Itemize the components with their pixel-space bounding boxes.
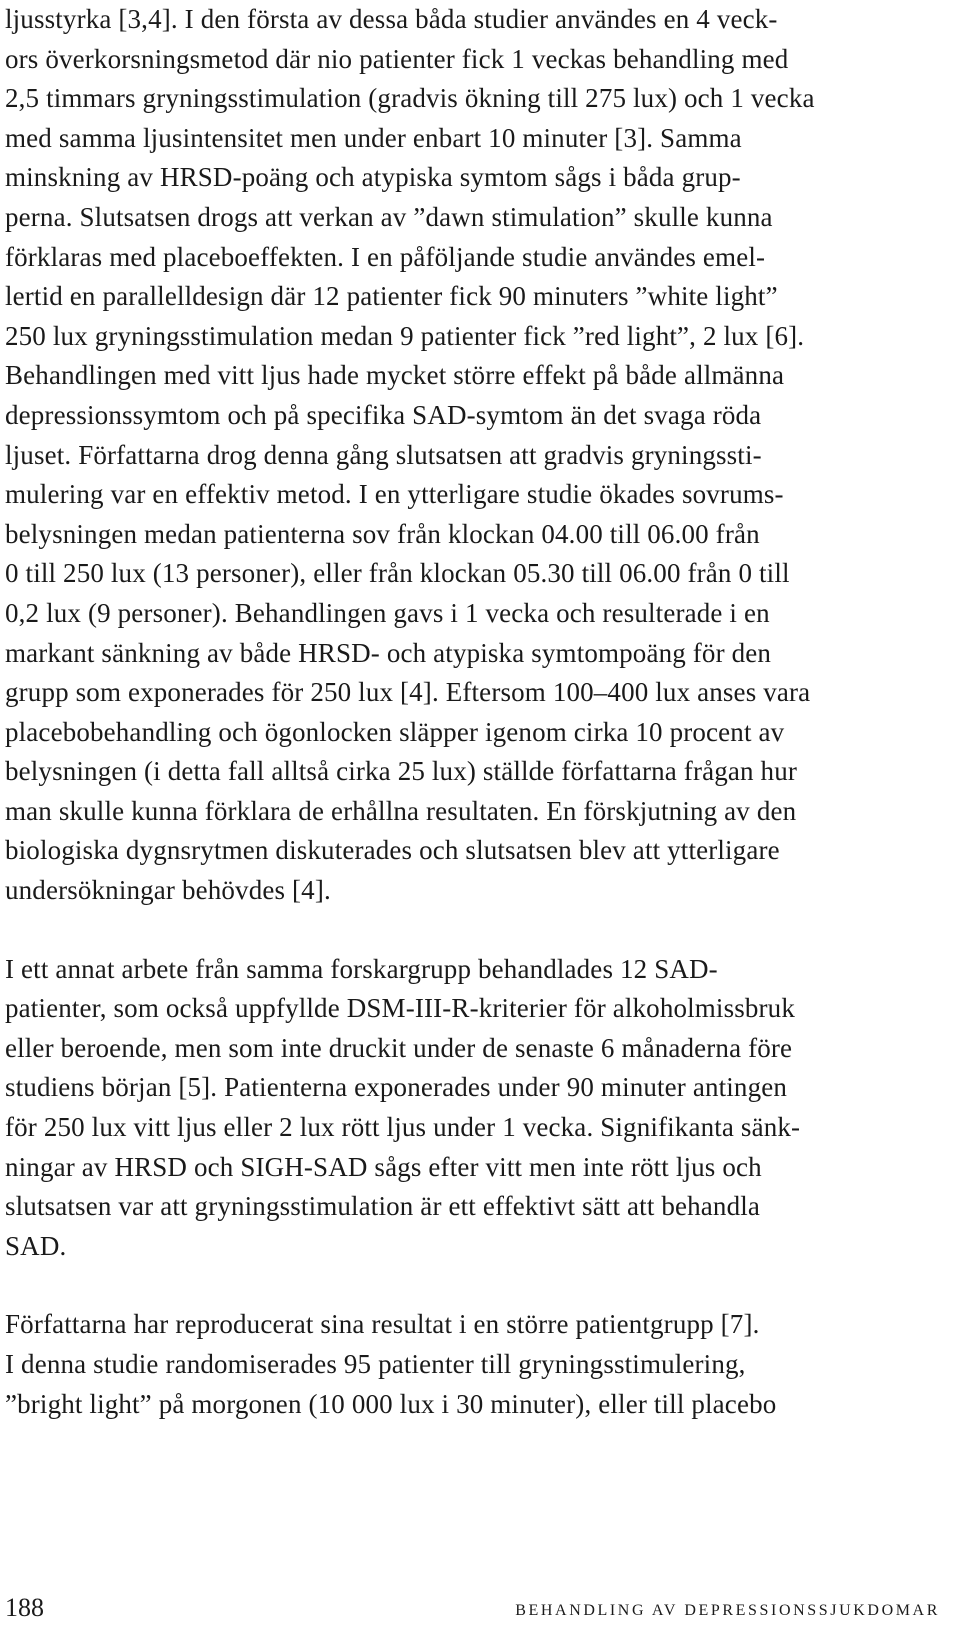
text-line: depressionssymtom och på specifika SAD-symtom än det svaga röda [5, 399, 762, 430]
text-line: med samma ljusintensitet men under enbart 10 minuter [3]. Samma [5, 122, 742, 153]
text-line: ”bright light” på morgonen (10 000 lux i 30 minuter), eller till placebo [5, 1388, 777, 1419]
running-head: BEHANDLING AV DEPRESSIONSSJUKDOMAR [515, 1602, 940, 1619]
page-footer [5, 1588, 940, 1628]
text-line: ors överkorsningsmetod där nio patienter fick 1 veckas behandling med [5, 43, 789, 74]
text-line: 0,2 lux (9 personer). Behandlingen gavs i 1 vecka och resulterade i en [5, 597, 770, 628]
text-line: ljuset. Författarna drog denna gång slutsatsen att gradvis gryningssti- [5, 439, 762, 470]
document-page [5, 0, 940, 1424]
text-line: ljusstyrka [3,4]. I den första av dessa båda studier användes en 4 veck- [5, 4, 778, 34]
page-number: 188 [5, 1593, 44, 1622]
text-line: belysningen (i detta fall alltså cirka 25 lux) ställde författarna frågan hur [5, 756, 797, 787]
text-line: I ett annat arbete från samma forskargrupp behandlades 12 SAD- [5, 953, 718, 984]
paragraph [5, 1305, 940, 1424]
text-line: placebobehandling och ögonlocken släpper igenom cirka 10 procent av [5, 716, 785, 747]
text-line: lertid en parallelldesign där 12 patienter fick 90 minuters ”white light” [5, 281, 778, 312]
text-line: mulering var en effektiv metod. I en ytterligare studie ökades sovrums- [5, 479, 784, 510]
text-line: eller beroende, men som inte druckit under de senaste 6 månaderna före [5, 1032, 793, 1063]
text-line: ningar av HRSD och SIGH-SAD sågs efter vitt men inte rött ljus och [5, 1151, 762, 1182]
text-line: undersökningar behövdes [4]. [5, 875, 331, 906]
paragraph [5, 950, 940, 1267]
paragraph [5, 0, 940, 911]
text-line: 250 lux gryningsstimulation medan 9 patienter fick ”red light”, 2 lux [6]. [5, 320, 805, 351]
text-line: förklaras med placeboeffekten. I en påföljande studie användes emel- [5, 241, 766, 272]
text-line: belysningen medan patienterna sov från klockan 04.00 till 06.00 från [5, 518, 760, 549]
text-line: Författarna har reproducerat sina resultat i en större patientgrupp [7]. [5, 1309, 760, 1340]
text-line: patienter, som också uppfyllde DSM-III-R-kriterier för alkoholmissbruk [5, 993, 795, 1024]
text-line: perna. Slutsatsen drogs att verkan av ”dawn stimulation” skulle kunna [5, 201, 773, 232]
text-line: biologiska dygnsrytmen diskuterades och slutsatsen blev att ytterligare [5, 835, 780, 866]
text-line: 2,5 timmars gryningsstimulation (gradvis ökning till 275 lux) och 1 vecka [5, 83, 815, 114]
text-line: I denna studie randomiserades 95 patienter till gryningsstimulering, [5, 1349, 746, 1379]
text-line: för 250 lux vitt ljus eller 2 lux rött ljus under 1 vecka. Signifikanta sänk- [5, 1112, 801, 1143]
text-line: studiens början [5]. Patienterna exponerades under 90 minuter antingen [5, 1072, 788, 1103]
text-line: 0 till 250 lux (13 personer), eller från klockan 05.30 till 06.00 från 0 till [5, 558, 790, 589]
text-line: minskning av HRSD-poäng och atypiska symtom sågs i båda grup- [5, 162, 741, 193]
text-line: man skulle kunna förklara de erhållna resultaten. En förskjutning av den [5, 795, 797, 826]
text-line: slutsatsen var att gryningsstimulation är ett effektivt sätt att behandla [5, 1191, 761, 1222]
text-line: markant sänkning av både HRSD- och atypiska symtompoäng för den [5, 637, 772, 668]
text-line: SAD. [5, 1230, 67, 1261]
text-line: grupp som exponerades för 250 lux [4]. Eftersom 100–400 lux anses vara [5, 677, 811, 708]
text-line: Behandlingen med vitt ljus hade mycket större effekt på både allmänna [5, 360, 785, 391]
